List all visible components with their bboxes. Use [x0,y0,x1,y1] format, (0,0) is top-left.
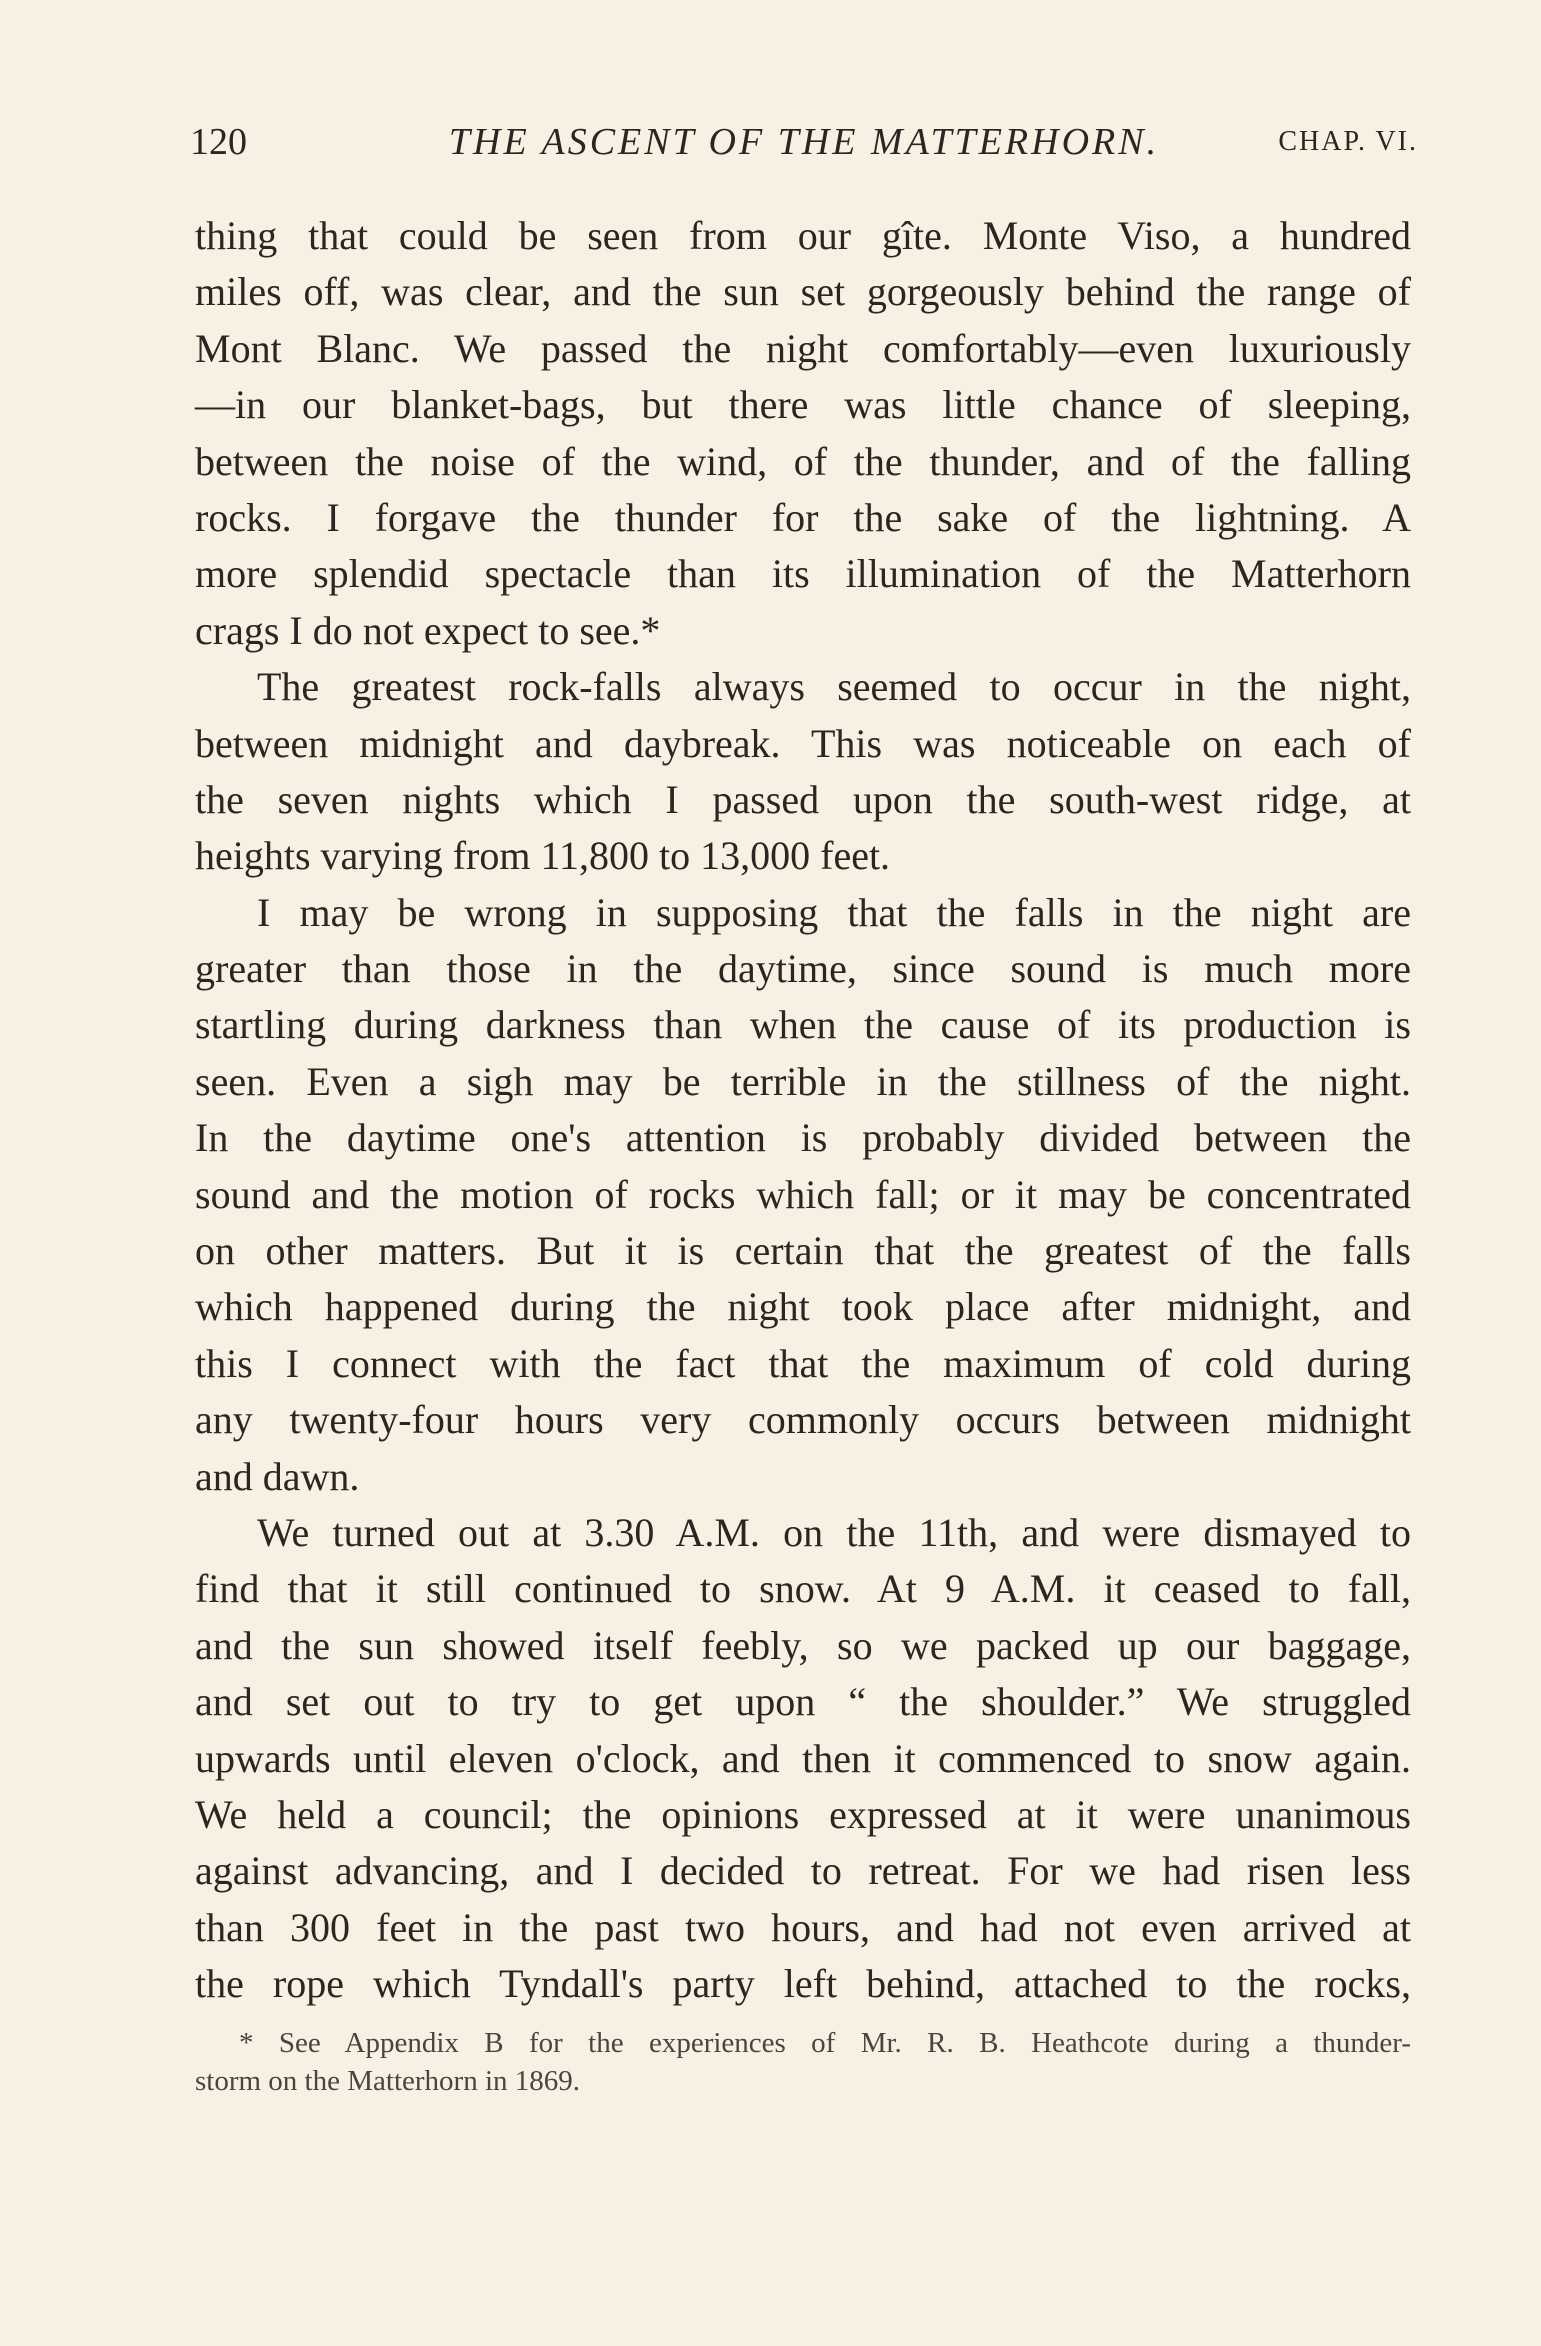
footnote-line: storm on the Matterhorn in 1869. [195,2065,581,2097]
paragraph [195,659,1411,885]
text-line: the rope which Tyndall's party left behind, attached to the rocks, [195,1961,1411,2007]
text-line: Mont Blanc. We passed the night comfortably—even luxuriously [195,325,1411,371]
text-line: seen. Even a sigh may be terrible in the stillness of the night. [195,1058,1411,1104]
text-line: The greatest rock-falls always seemed to occur in the night, [257,664,1411,710]
chapter-label: CHAP. VI. [1278,126,1418,157]
text-line: thing that could be seen from our gîte. Monte Viso, a hundred [195,213,1411,258]
text-line: against advancing, and I decided to retreat. For we had risen less [195,1848,1411,1894]
running-header [190,120,1418,170]
text-line: find that it still continued to snow. At 9 A.M. it ceased to fall, [195,1566,1411,1612]
paragraph [195,1505,1411,2013]
text-line: —in our blanket-bags, but there was little chance of sleeping, [195,382,1411,428]
text-line: greater than those in the daytime, since sound is much more [195,946,1411,992]
paragraph [195,208,1411,659]
text-line: and set out to try to get upon “ the shoulder.” We struggled [195,1679,1411,1725]
text-line: rocks. I forgave the thunder for the sake of the lightning. A [195,494,1411,540]
main-text [195,208,1411,2013]
text-line: this I connect with the fact that the maximum of cold during [195,1340,1411,1386]
text-line: any twenty-four hours very commonly occurs between midnight [195,1397,1411,1443]
text-line: which happened during the night took place after midnight, and [195,1284,1411,1330]
text-line: and the sun showed itself feebly, so we packed up our baggage, [195,1622,1411,1668]
footnote [195,2024,1411,2100]
text-line: We turned out at 3.30 A.M. on the 11th, and were dismayed to [257,1509,1411,1555]
page-number: 120 [190,121,247,163]
text-line: I may be wrong in supposing that the falls in the night are [257,889,1411,935]
text-line: In the daytime one's attention is probably divided between the [195,1115,1411,1161]
text-line: between the noise of the wind, of the thunder, and of the falling [195,438,1411,484]
text-line: than 300 feet in the past two hours, and had not even arrived at [195,1904,1411,1950]
running-title: THE ASCENT OF THE MATTERHORN. [448,121,1160,163]
text-line: miles off, was clear, and the sun set gorgeously behind the range of [195,269,1411,315]
text-line: on other matters. But it is certain that the greatest of the falls [195,1228,1411,1274]
text-line: startling during darkness than when the cause of its production is [195,1002,1411,1048]
text-line: heights varying from 11,800 to 13,000 feet. [195,833,891,879]
text-line: We held a council; the opinions expressed at it were unanimous [195,1791,1411,1837]
text-line: between midnight and daybreak. This was noticeable on each of [195,720,1411,766]
text-line: upwards until eleven o'clock, and then it commenced to snow again. [195,1735,1411,1781]
text-line: crags I do not expect to see.* [195,607,661,653]
text-line: sound and the motion of rocks which fall; or it may be concentrated [195,1171,1411,1217]
text-line: the seven nights which I passed upon the south-west ridge, at [195,776,1411,822]
text-line: more splendid spectacle than its illumination of the Matterhorn [195,551,1411,597]
paragraph [195,885,1411,1505]
text-line: and dawn. [195,1453,360,1499]
footnote-line: * See Appendix B for the experiences of Mr. R. B. Heathcote during a thunder- [239,2027,1411,2059]
